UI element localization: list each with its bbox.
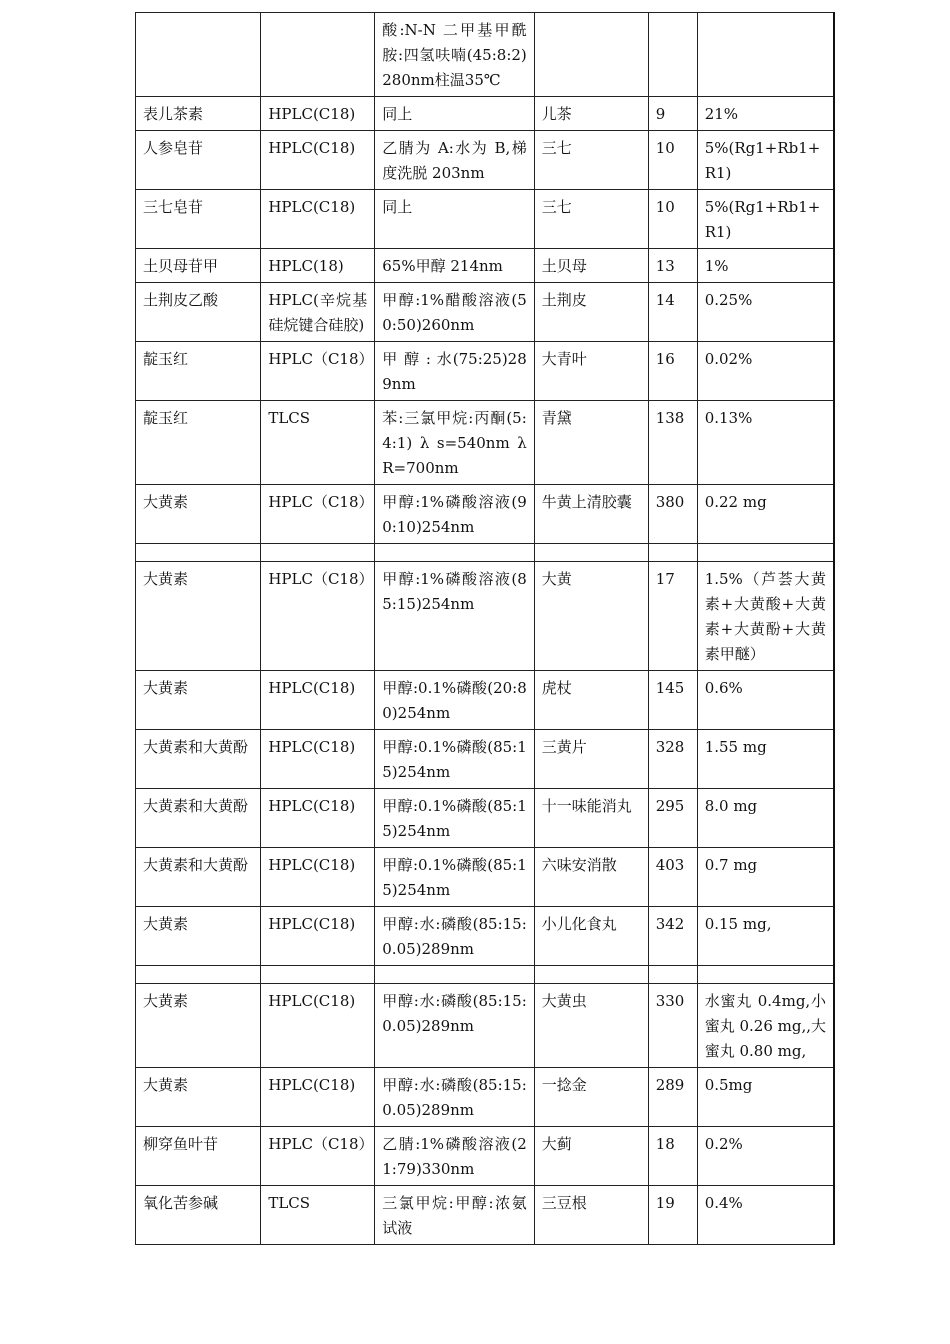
table-row — [136, 283, 835, 342]
source-cell: 牛黄上清胶囊 — [534, 485, 648, 544]
content-cell: 0.2% — [697, 1127, 834, 1186]
conditions-cell: 酸:N-N 二甲基甲酰胺:四氢呋喃(45:8:2)280nm柱温35℃ — [375, 13, 535, 97]
conditions-cell: 甲 醇 : 水(75:25)289nm — [375, 342, 535, 401]
compound-cell: 大黄素 — [136, 984, 261, 1068]
page-cell: 9 — [648, 97, 697, 131]
conditions-cell: 三氯甲烷:甲醇:浓氨试液 — [375, 1186, 535, 1245]
table-row — [136, 730, 835, 789]
compound-cell: 大黄素 — [136, 1068, 261, 1127]
table-row — [136, 1127, 835, 1186]
table-row — [136, 544, 835, 562]
conditions-cell: 甲醇:0.1%磷酸(85:15)254nm — [375, 848, 535, 907]
page-cell — [648, 13, 697, 97]
table-row — [136, 190, 835, 249]
source-cell — [534, 13, 648, 97]
table-row — [136, 485, 835, 544]
method-cell: HPLC（C18） — [261, 342, 375, 401]
compound-cell: 大黄素和大黄酚 — [136, 848, 261, 907]
page-cell: 14 — [648, 283, 697, 342]
compound-cell: 柳穿鱼叶苷 — [136, 1127, 261, 1186]
page-cell: 19 — [648, 1186, 697, 1245]
method-cell: HPLC(18) — [261, 249, 375, 283]
method-cell — [261, 966, 375, 984]
content-cell: 1% — [697, 249, 834, 283]
source-cell: 青黛 — [534, 401, 648, 485]
conditions-cell: 甲醇:0.1%磷酸(20:80)254nm — [375, 671, 535, 730]
conditions-cell: 同上 — [375, 97, 535, 131]
page-cell: 342 — [648, 907, 697, 966]
content-cell: 0.5mg — [697, 1068, 834, 1127]
source-cell — [534, 966, 648, 984]
compound-cell: 大黄素和大黄酚 — [136, 789, 261, 848]
compound-assay-table — [135, 12, 835, 1245]
method-cell: HPLC(C18) — [261, 789, 375, 848]
page-cell: 330 — [648, 984, 697, 1068]
page-cell: 18 — [648, 1127, 697, 1186]
content-cell: 21% — [697, 97, 834, 131]
page-cell: 403 — [648, 848, 697, 907]
conditions-cell: 甲醇:1%醋酸溶液(50:50)260nm — [375, 283, 535, 342]
source-cell: 大黄虫 — [534, 984, 648, 1068]
page-cell: 295 — [648, 789, 697, 848]
conditions-cell: 苯:三氯甲烷:丙酮(5:4:1) λ s=540nm λ R=700nm — [375, 401, 535, 485]
source-cell: 三七 — [534, 131, 648, 190]
compound-cell — [136, 13, 261, 97]
compound-cell: 大黄素 — [136, 671, 261, 730]
method-cell: TLCS — [261, 401, 375, 485]
source-cell — [534, 544, 648, 562]
content-cell: 0.6% — [697, 671, 834, 730]
source-cell: 虎杖 — [534, 671, 648, 730]
conditions-cell — [375, 544, 535, 562]
page-cell: 138 — [648, 401, 697, 485]
content-cell — [697, 966, 834, 984]
content-cell: 0.25% — [697, 283, 834, 342]
content-cell: 0.7 mg — [697, 848, 834, 907]
source-cell: 十一味能消丸 — [534, 789, 648, 848]
conditions-cell: 甲醇:1%磷酸溶液(90:10)254nm — [375, 485, 535, 544]
content-cell: 0.13% — [697, 401, 834, 485]
conditions-cell: 甲醇:水:磷酸(85:15:0.05)289nm — [375, 1068, 535, 1127]
conditions-cell: 乙腈:1%磷酸溶液(21:79)330nm — [375, 1127, 535, 1186]
source-cell: 土荆皮 — [534, 283, 648, 342]
compound-cell: 人参皂苷 — [136, 131, 261, 190]
compound-cell: 大黄素 — [136, 907, 261, 966]
page-cell — [648, 544, 697, 562]
method-cell: HPLC(C18) — [261, 671, 375, 730]
table-row — [136, 97, 835, 131]
conditions-cell: 甲醇:水:磷酸(85:15:0.05)289nm — [375, 907, 535, 966]
method-cell: HPLC(C18) — [261, 131, 375, 190]
table-row — [136, 562, 835, 671]
content-cell — [697, 544, 834, 562]
source-cell: 三黄片 — [534, 730, 648, 789]
page-cell: 16 — [648, 342, 697, 401]
conditions-cell: 甲醇:1%磷酸溶液(85:15)254nm — [375, 562, 535, 671]
source-cell: 土贝母 — [534, 249, 648, 283]
compound-cell: 靛玉红 — [136, 401, 261, 485]
method-cell: HPLC(C18) — [261, 907, 375, 966]
source-cell: 大黄 — [534, 562, 648, 671]
table-row — [136, 13, 835, 97]
compound-cell: 大黄素和大黄酚 — [136, 730, 261, 789]
page-cell: 17 — [648, 562, 697, 671]
conditions-cell: 甲醇:水:磷酸(85:15:0.05)289nm — [375, 984, 535, 1068]
method-cell: HPLC(C18) — [261, 97, 375, 131]
content-cell: 8.0 mg — [697, 789, 834, 848]
conditions-cell: 65%甲醇 214nm — [375, 249, 535, 283]
method-cell — [261, 544, 375, 562]
table-row — [136, 131, 835, 190]
table-row — [136, 966, 835, 984]
compound-cell — [136, 544, 261, 562]
source-cell: 六味安消散 — [534, 848, 648, 907]
table-row — [136, 1186, 835, 1245]
compound-cell: 大黄素 — [136, 485, 261, 544]
table-row — [136, 907, 835, 966]
compound-cell: 土贝母苷甲 — [136, 249, 261, 283]
conditions-cell: 乙腈为 A:水为 B,梯度洗脱 203nm — [375, 131, 535, 190]
compound-cell: 大黄素 — [136, 562, 261, 671]
method-cell: HPLC（C18） — [261, 1127, 375, 1186]
table-row — [136, 249, 835, 283]
method-cell: HPLC(C18) — [261, 1068, 375, 1127]
source-cell: 三七 — [534, 190, 648, 249]
page-cell — [648, 966, 697, 984]
compound-cell: 表儿茶素 — [136, 97, 261, 131]
table-row — [136, 342, 835, 401]
compound-cell: 三七皂苷 — [136, 190, 261, 249]
method-cell — [261, 13, 375, 97]
page-cell: 380 — [648, 485, 697, 544]
content-cell: 0.22 mg — [697, 485, 834, 544]
method-cell: HPLC(辛烷基硅烷键合硅胶) — [261, 283, 375, 342]
compound-cell — [136, 966, 261, 984]
content-cell: 0.02% — [697, 342, 834, 401]
content-cell: 1.5%（芦荟大黄素+大黄酸+大黄素+大黄酚+大黄素甲醚） — [697, 562, 834, 671]
table-row — [136, 984, 835, 1068]
source-cell: 大青叶 — [534, 342, 648, 401]
compound-cell: 土荆皮乙酸 — [136, 283, 261, 342]
content-cell: 5%(Rg1+Rb1+R1) — [697, 131, 834, 190]
content-cell: 0.15 mg, — [697, 907, 834, 966]
source-cell: 儿茶 — [534, 97, 648, 131]
source-cell: 三豆根 — [534, 1186, 648, 1245]
conditions-cell: 同上 — [375, 190, 535, 249]
source-cell: 大蓟 — [534, 1127, 648, 1186]
page-cell: 289 — [648, 1068, 697, 1127]
method-cell: HPLC(C18) — [261, 190, 375, 249]
content-cell: 1.55 mg — [697, 730, 834, 789]
table-row — [136, 789, 835, 848]
compound-cell: 靛玉红 — [136, 342, 261, 401]
conditions-cell: 甲醇:0.1%磷酸(85:15)254nm — [375, 730, 535, 789]
method-cell: TLCS — [261, 1186, 375, 1245]
page-cell: 13 — [648, 249, 697, 283]
content-cell: 5%(Rg1+Rb1+R1) — [697, 190, 834, 249]
method-cell: HPLC（C18） — [261, 485, 375, 544]
page-cell: 10 — [648, 190, 697, 249]
table-row — [136, 1068, 835, 1127]
method-cell: HPLC(C18) — [261, 848, 375, 907]
method-cell: HPLC(C18) — [261, 984, 375, 1068]
content-cell: 0.4% — [697, 1186, 834, 1245]
page-cell: 145 — [648, 671, 697, 730]
conditions-cell: 甲醇:0.1%磷酸(85:15)254nm — [375, 789, 535, 848]
source-cell: 小儿化食丸 — [534, 907, 648, 966]
content-cell: 水蜜丸 0.4mg,小蜜丸 0.26 mg,,大蜜丸 0.80 mg, — [697, 984, 834, 1068]
source-cell: 一捻金 — [534, 1068, 648, 1127]
page-cell: 328 — [648, 730, 697, 789]
conditions-cell — [375, 966, 535, 984]
compound-cell: 氧化苦参碱 — [136, 1186, 261, 1245]
table-row — [136, 848, 835, 907]
method-cell: HPLC(C18) — [261, 730, 375, 789]
table-body — [136, 13, 835, 1245]
table-row — [136, 401, 835, 485]
page-cell: 10 — [648, 131, 697, 190]
table-row — [136, 671, 835, 730]
method-cell: HPLC（C18） — [261, 562, 375, 671]
content-cell — [697, 13, 834, 97]
